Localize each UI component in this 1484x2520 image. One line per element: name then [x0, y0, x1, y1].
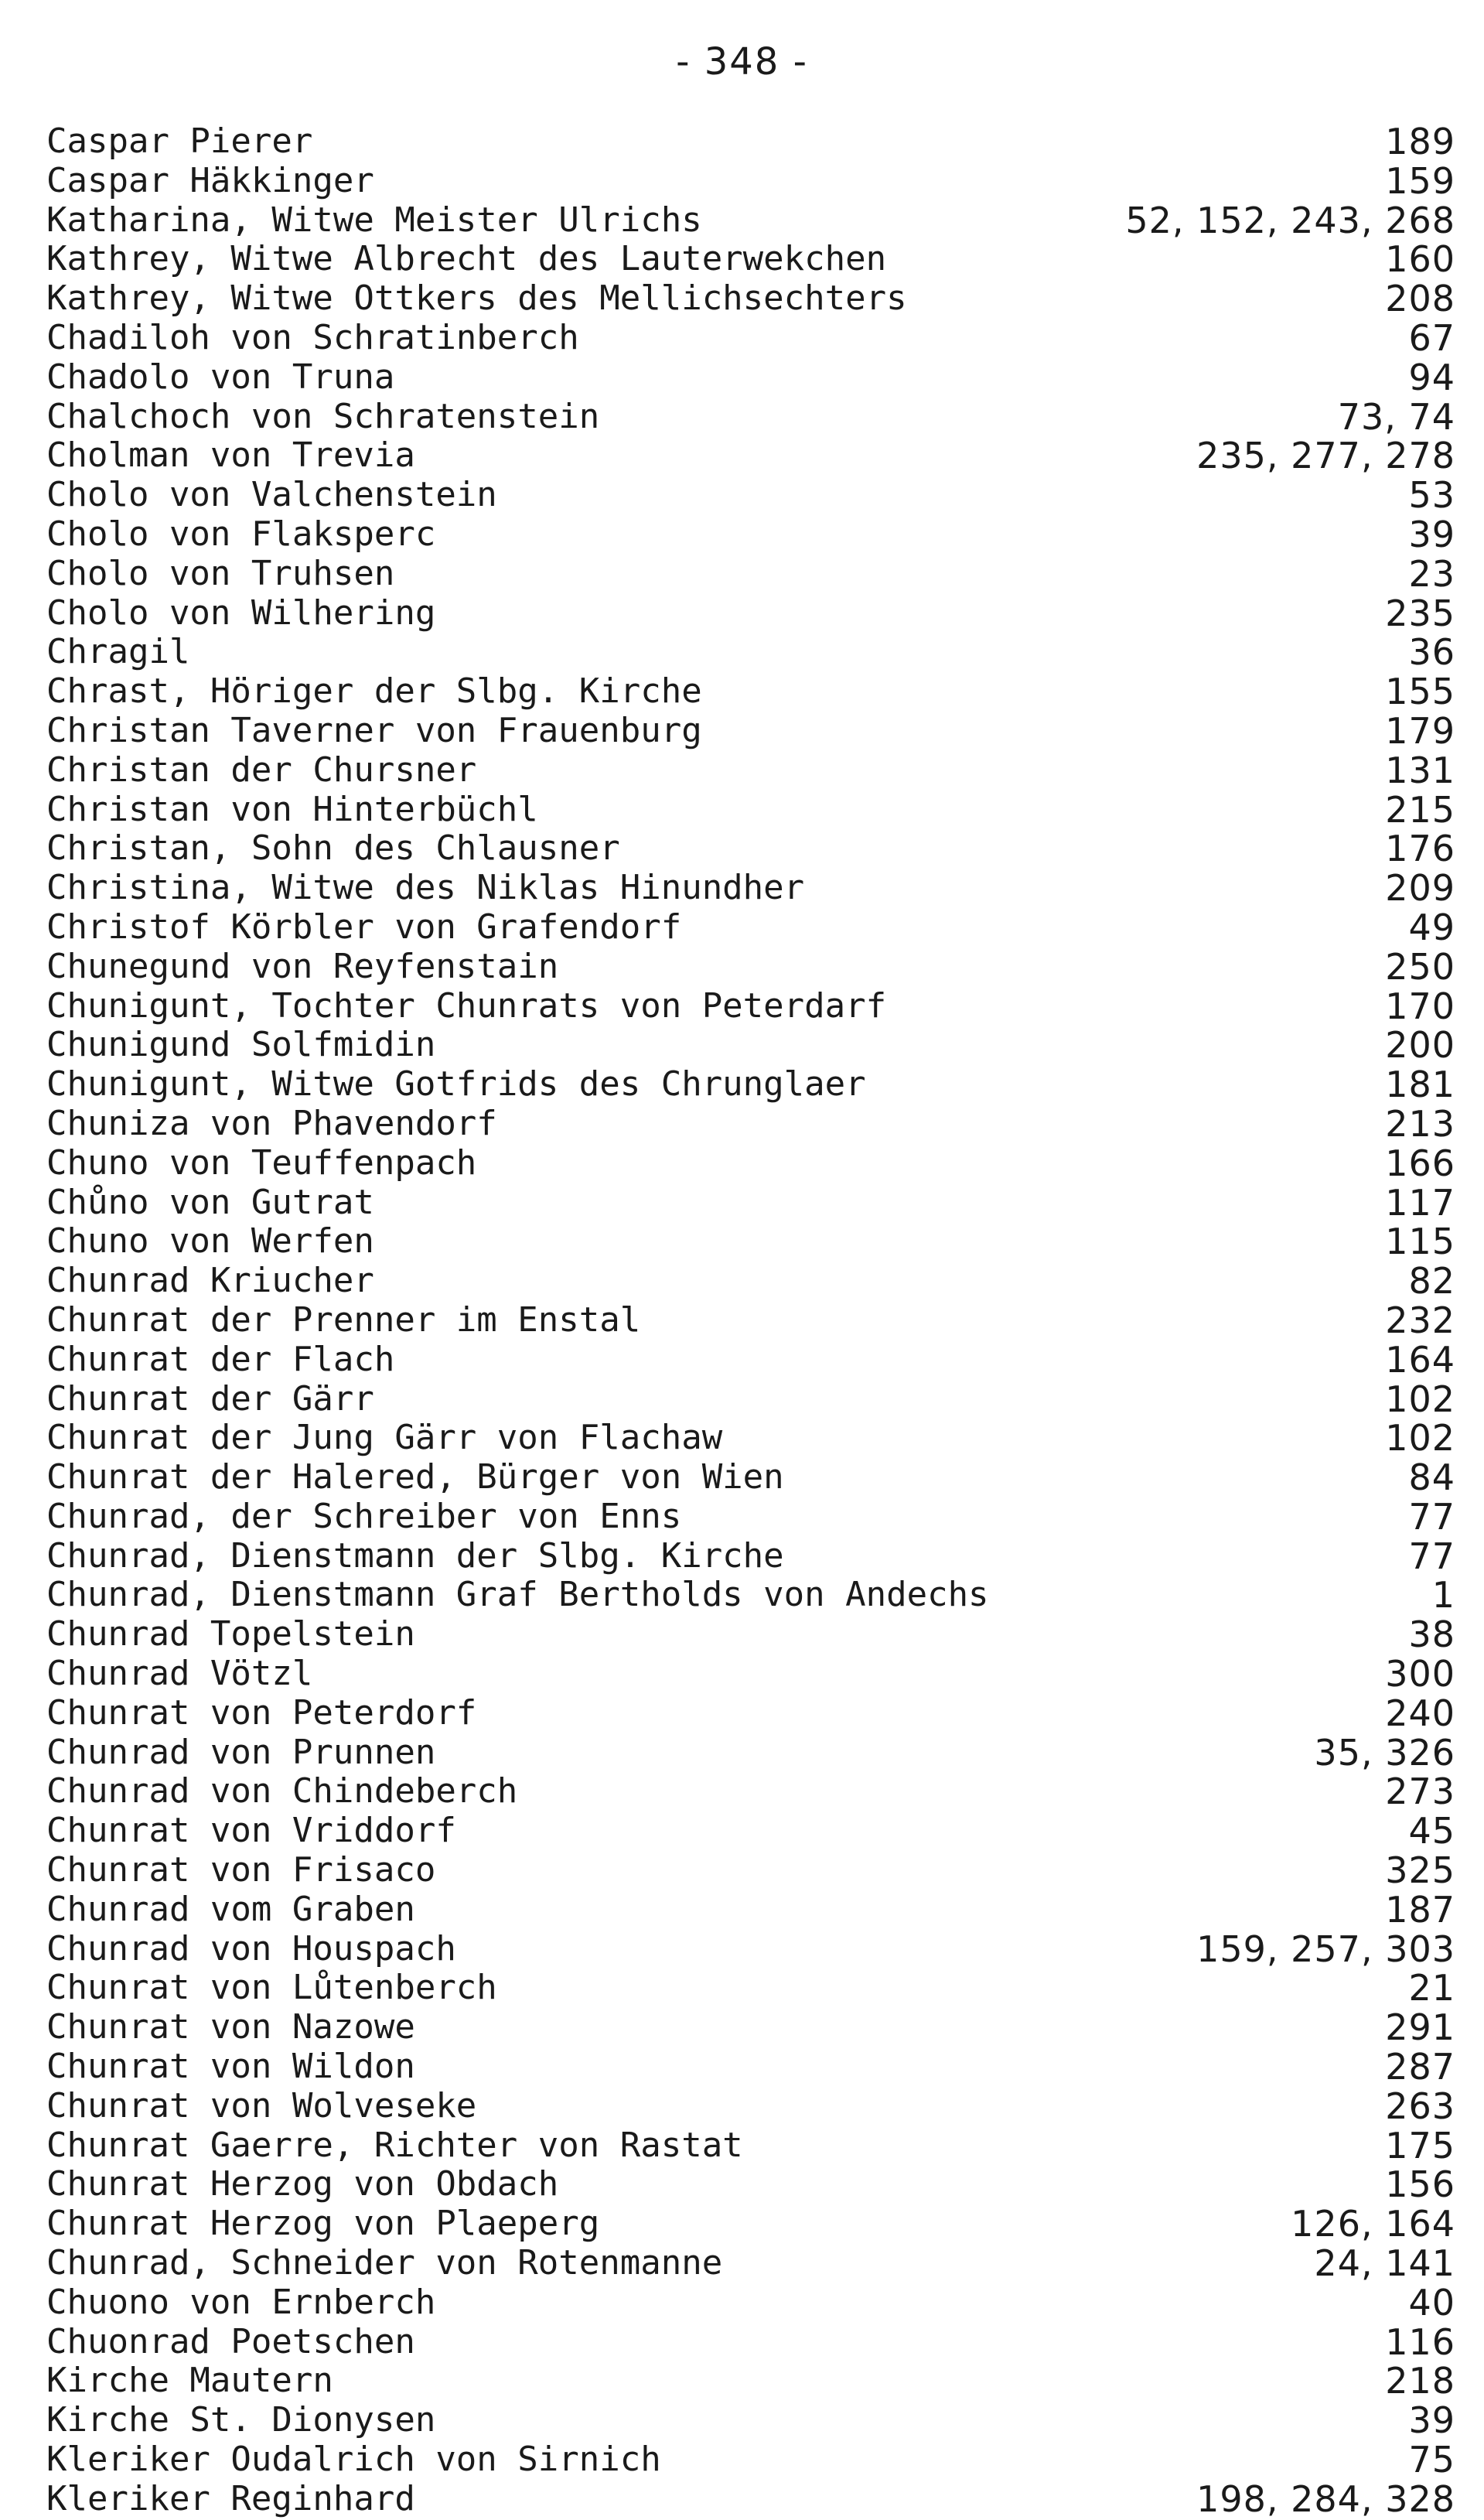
- index-entry: [46, 2320, 1455, 2363]
- index-entry: [46, 709, 1455, 752]
- entry-page-refs: 287: [1385, 2046, 1455, 2088]
- entry-name: Chunrat von Wildon: [46, 2047, 415, 2087]
- entry-name: Chunrat der Jung Gärr von Flachaw: [46, 1418, 723, 1458]
- entry-page-refs: 291: [1385, 2006, 1455, 2049]
- entry-name: Chuono von Ernberch: [46, 2282, 436, 2322]
- index-entry: [46, 2047, 1455, 2087]
- index-entry: [46, 1222, 1455, 1262]
- index-entry: [46, 829, 1455, 869]
- entry-page-refs: 187: [1385, 1888, 1455, 1931]
- entry-page-refs: 67: [1408, 316, 1455, 359]
- entry-name: Christan, Sohn des Chlausner: [46, 828, 620, 869]
- index-entry: [46, 751, 1455, 790]
- entry-page-refs: 49: [1408, 906, 1455, 948]
- index-entry: [46, 1537, 1455, 1576]
- entry-name: Caspar Pierer: [46, 121, 313, 161]
- index-entry: [46, 201, 1455, 241]
- index-entry: [46, 1772, 1455, 1811]
- index-entry: [46, 2165, 1455, 2204]
- index-entry: [46, 672, 1455, 712]
- entry-name: Chunrad, Dienstmann der Slbg. Kirche: [46, 1535, 784, 1576]
- index-entry: [46, 945, 1455, 988]
- entry-name: Chunrat Gaerre, Richter von Rastat: [46, 2125, 743, 2165]
- entry-name: Cholo von Flaksperc: [46, 514, 436, 554]
- entry-name: Caspar Häkkinger: [46, 160, 374, 200]
- entry-page-refs: 39: [1408, 2399, 1455, 2442]
- entry-page-refs: 156: [1385, 2163, 1455, 2206]
- entry-page-refs: 175: [1385, 2124, 1455, 2167]
- entry-name: Chuno von Teuffenpach: [46, 1142, 477, 1183]
- entry-name: Chunrat der Gärr: [46, 1378, 374, 1419]
- entry-page-refs: 115: [1385, 1221, 1455, 1263]
- entry-page-refs: 325: [1385, 1849, 1455, 1892]
- index-entry: [46, 552, 1455, 595]
- entry-name: Chunrat der Prenner im Enstal: [46, 1299, 641, 1340]
- index-entry: [46, 2361, 1455, 2401]
- index-entry: [46, 1262, 1455, 1301]
- entry-page-refs: 263: [1385, 2085, 1455, 2127]
- entry-name: Christina, Witwe des Niklas Hinundher: [46, 868, 805, 908]
- entry-name: Chunrad von Houspach: [46, 1928, 456, 1969]
- entry-name: Chunrad, Dienstmann Graf Bertholds von Andechs: [46, 1575, 989, 1615]
- entry-name: Chunrad, der Schreiber von Enns: [46, 1496, 682, 1536]
- index-entry: [46, 1654, 1455, 1694]
- entry-page-refs: 21: [1408, 1967, 1455, 2010]
- index-entry: [46, 358, 1455, 398]
- entry-page-refs: 36: [1408, 631, 1455, 674]
- index-entry: [46, 159, 1455, 202]
- entry-page-refs: 53: [1408, 474, 1455, 517]
- entry-name: Chunrad Vötzl: [46, 1654, 313, 1694]
- index-entry: [46, 633, 1455, 672]
- entry-name: Katharina, Witwe Meister Ulrichs: [46, 200, 702, 240]
- entry-page-refs: 77: [1408, 1535, 1455, 1577]
- entry-page-refs: 240: [1385, 1692, 1455, 1734]
- index-entry: [46, 908, 1455, 948]
- entry-name: Chůno von Gutrat: [46, 1182, 374, 1222]
- entry-name: Chuno von Werfen: [46, 1221, 374, 1262]
- index-entry: [46, 1969, 1455, 2008]
- entry-name: Chadiloh von Schratinberch: [46, 317, 579, 357]
- entry-page-refs: 300: [1385, 1653, 1455, 1695]
- entry-name: Cholo von Valchenstein: [46, 475, 497, 515]
- index-entry: [46, 1419, 1455, 1458]
- entry-name: Chalchoch von Schratenstein: [46, 396, 600, 436]
- entry-name: Chunrad Kriucher: [46, 1261, 374, 1301]
- index-entry: [46, 1102, 1455, 1145]
- entry-name: Chrast, Höriger der Slbg. Kirche: [46, 671, 702, 712]
- entry-name: Kirche St. Dionysen: [46, 2400, 436, 2440]
- entry-name: Christof Körbler von Grafendorf: [46, 907, 682, 947]
- entry-name: Chuniza von Phavendorf: [46, 1103, 497, 1143]
- entry-page-refs: 159: [1385, 159, 1455, 202]
- entry-page-refs: 116: [1385, 2320, 1455, 2363]
- entry-page-refs: 77: [1408, 1495, 1455, 1538]
- entry-page-refs: 40: [1408, 2281, 1455, 2324]
- index-entry: [46, 1851, 1455, 1890]
- entry-name: Chunrat von Wolveseke: [46, 2085, 477, 2126]
- entry-page-refs: 213: [1385, 1102, 1455, 1145]
- index-entry: [46, 1733, 1455, 1773]
- entry-page-refs: 102: [1385, 1378, 1455, 1420]
- entry-page-refs: 189: [1385, 121, 1455, 162]
- index-entry: [46, 316, 1455, 359]
- index-entry: [46, 436, 1455, 476]
- entry-page-refs: 35, 326: [1314, 1731, 1455, 1774]
- index-entry: [46, 122, 1455, 162]
- index-entry: [46, 515, 1455, 555]
- index-entry: [46, 395, 1455, 438]
- index-entry: [46, 1183, 1455, 1223]
- index-entry: [46, 1380, 1455, 1419]
- entry-name: Cholo von Truhsen: [46, 553, 395, 593]
- entry-page-refs: 235, 277, 278: [1196, 435, 1455, 477]
- entry-page-refs: 155: [1385, 671, 1455, 713]
- index-entry: [46, 2008, 1455, 2047]
- entry-name: Chunigunt, Witwe Gotfrids des Chrunglaer: [46, 1064, 866, 1105]
- entry-name: Chunrat der Halered, Bürger von Wien: [46, 1457, 784, 1497]
- entry-page-refs: 232: [1385, 1299, 1455, 1341]
- index-entry: [46, 2126, 1455, 2166]
- index-entries: [46, 122, 1455, 2519]
- index-entry: [46, 594, 1455, 633]
- entry-name: Chuonrad Poetschen: [46, 2321, 415, 2361]
- entry-page-refs: 117: [1385, 1181, 1455, 1224]
- index-entry: [46, 2477, 1455, 2520]
- entry-page-refs: 170: [1385, 985, 1455, 1027]
- entry-page-refs: 273: [1385, 1770, 1455, 1813]
- index-entry: [46, 1458, 1455, 1497]
- index-entry: [46, 987, 1455, 1026]
- entry-page-refs: 218: [1385, 2360, 1455, 2402]
- index-entry: [46, 1026, 1455, 1065]
- index-entry: [46, 2440, 1455, 2480]
- entry-page-refs: 160: [1385, 238, 1455, 281]
- entry-page-refs: 176: [1385, 828, 1455, 870]
- entry-page-refs: 94: [1408, 356, 1455, 398]
- index-entry: [46, 1301, 1455, 1340]
- index-entry: [46, 279, 1455, 319]
- entry-page-refs: 24, 141: [1314, 2242, 1455, 2285]
- entry-page-refs: 1: [1431, 1574, 1455, 1617]
- index-entry: [46, 1890, 1455, 1930]
- entry-page-refs: 209: [1385, 867, 1455, 910]
- index-entry: [46, 2087, 1455, 2126]
- entry-name: Chunrat von Lůtenberch: [46, 1968, 497, 2008]
- entry-page-refs: 84: [1408, 1456, 1455, 1499]
- entry-page-refs: 164: [1385, 1338, 1455, 1381]
- entry-page-refs: 126, 164: [1291, 2203, 1455, 2245]
- index-entry: [46, 1576, 1455, 1615]
- index-entry: [46, 869, 1455, 908]
- entry-page-refs: 102: [1385, 1417, 1455, 1460]
- entry-page-refs: 179: [1385, 709, 1455, 752]
- entry-name: Chunrat von Nazowe: [46, 2007, 415, 2047]
- entry-name: Chunrat von Frisaco: [46, 1850, 436, 1890]
- entry-name: Chragil: [46, 632, 190, 672]
- entry-name: Christan der Chursner: [46, 750, 477, 790]
- index-entry: [46, 1694, 1455, 1733]
- entry-page-refs: 131: [1385, 749, 1455, 791]
- entry-page-refs: 75: [1408, 2439, 1455, 2481]
- index-entry: [46, 1615, 1455, 1654]
- index-entry: [46, 790, 1455, 830]
- entry-name: Chunrat der Flach: [46, 1339, 395, 1379]
- entry-name: Chunrad von Prunnen: [46, 1732, 436, 1772]
- entry-name: Chadolo von Truna: [46, 357, 395, 397]
- index-entry: [46, 1144, 1455, 1183]
- entry-name: Kathrey, Witwe Ottkers des Mellichsechters: [46, 278, 907, 319]
- entry-name: Cholman von Trevia: [46, 435, 415, 476]
- index-entry: [46, 1811, 1455, 1851]
- index-entry: [46, 2283, 1455, 2323]
- entry-page-refs: 38: [1408, 1613, 1455, 1656]
- entry-page-refs: 198, 284, 328: [1196, 2477, 1455, 2520]
- index-entry: [46, 2244, 1455, 2283]
- entry-page-refs: 73, 74: [1337, 395, 1455, 438]
- entry-page-refs: 82: [1408, 1260, 1455, 1303]
- entry-name: Chunrat Herzog von Obdach: [46, 2164, 559, 2204]
- entry-name: Kleriker Reginhard: [46, 2478, 415, 2518]
- index-entry: [46, 240, 1455, 279]
- index-entry: [46, 476, 1455, 515]
- entry-page-refs: 166: [1385, 1142, 1455, 1184]
- entry-page-refs: 215: [1385, 788, 1455, 831]
- entry-name: Chunrat Herzog von Plaeperg: [46, 2204, 600, 2244]
- entry-name: Cholo von Wilhering: [46, 592, 436, 633]
- entry-name: Christan Taverner von Frauenburg: [46, 710, 702, 750]
- entry-page-refs: 52, 152, 243, 268: [1125, 199, 1455, 241]
- entry-name: Chunegund von Reyfenstain: [46, 946, 559, 986]
- index-entry: [46, 2401, 1455, 2440]
- entry-page-refs: 45: [1408, 1810, 1455, 1852]
- index-entry: [46, 1497, 1455, 1537]
- entry-page-refs: 250: [1385, 945, 1455, 988]
- entry-name: Chunigunt, Tochter Chunrats von Peterdarf: [46, 985, 887, 1026]
- entry-name: Kleriker Oudalrich von Sirnich: [46, 2440, 661, 2480]
- index-entry: [46, 1930, 1455, 1969]
- entry-name: Chunrad Topelstein: [46, 1614, 415, 1654]
- entry-page-refs: 235: [1385, 592, 1455, 634]
- index-entry: [46, 1065, 1455, 1105]
- entry-name: Christan von Hinterbüchl: [46, 789, 538, 829]
- entry-name: Chunrat von Peterdorf: [46, 1692, 477, 1733]
- entry-name: Chunrad von Chindeberch: [46, 1771, 518, 1811]
- entry-page-refs: 208: [1385, 278, 1455, 320]
- entry-name: Chunrat von Vriddorf: [46, 1811, 456, 1851]
- entry-page-refs: 23: [1408, 552, 1455, 595]
- entry-page-refs: 200: [1385, 1024, 1455, 1067]
- entry-page-refs: 159, 257, 303: [1196, 1928, 1455, 1970]
- entry-name: Chunrad vom Graben: [46, 1889, 415, 1929]
- entry-name: Chunigund Solfmidin: [46, 1025, 436, 1065]
- entry-name: Kathrey, Witwe Albrecht des Lauterwekchen: [46, 239, 887, 279]
- entry-page-refs: 39: [1408, 513, 1455, 555]
- entry-name: Chunrad, Schneider von Rotenmanne: [46, 2243, 723, 2283]
- entry-name: Kirche Mautern: [46, 2361, 333, 2401]
- page-number: - 348 -: [676, 40, 808, 84]
- entry-page-refs: 181: [1385, 1064, 1455, 1106]
- index-entry: [46, 1340, 1455, 1380]
- index-entry: [46, 2204, 1455, 2244]
